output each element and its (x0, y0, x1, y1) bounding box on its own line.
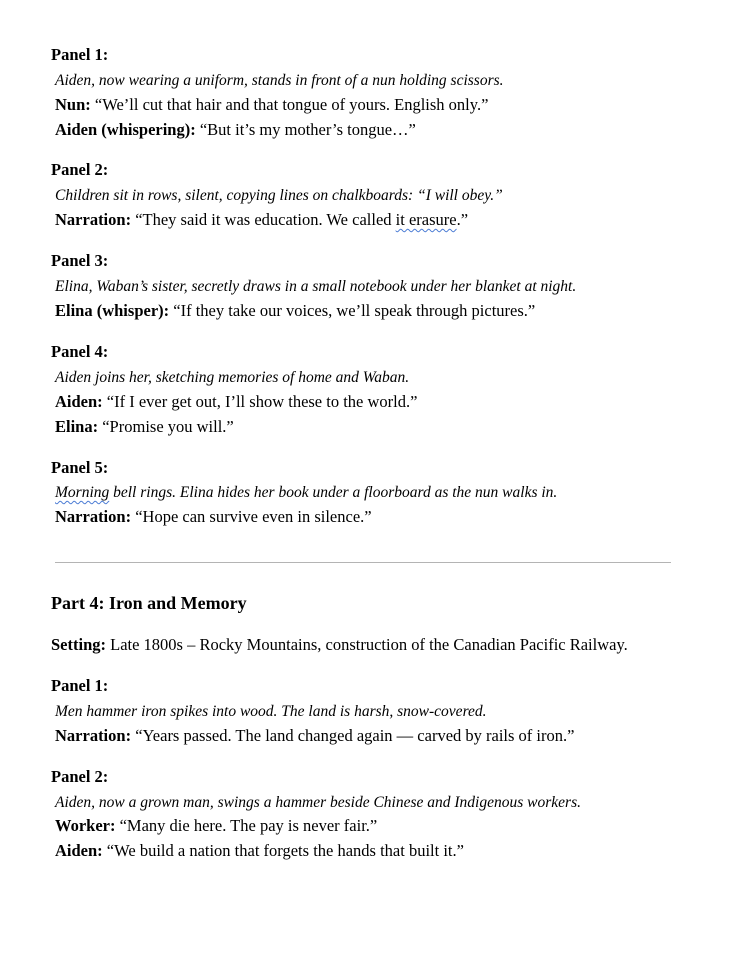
panel-description: Children sit in rows, silent, copying lines on chalkboards: “I will obey.” (55, 187, 503, 204)
speaker-label: Aiden: (55, 392, 103, 411)
dialogue-text: “Hope can survive even in silence.” (131, 507, 372, 526)
panel-heading: Panel 1: (51, 676, 109, 695)
dialogue-line (55, 417, 234, 437)
section-title: Part 4: Iron and Memory (51, 593, 247, 613)
panel-heading: Panel 2: (51, 767, 109, 786)
panel-heading: Panel 4: (51, 342, 109, 361)
horizontal-rule (55, 562, 671, 563)
dialogue-text: “Many die here. The pay is never fair.” (115, 816, 378, 835)
speaker-label: Narration: (55, 210, 132, 229)
panel-description: Aiden joins her, sketching memories of home and Waban. (55, 369, 410, 386)
dialogue-line (55, 95, 488, 115)
dialogue-line (55, 210, 468, 230)
speaker-label: Aiden (whispering): (55, 120, 196, 139)
speaker-label: Elina: (55, 417, 99, 436)
dialogue-line (55, 301, 535, 321)
speaker-label: Elina (whisper): (55, 301, 170, 320)
speaker-label: Narration: (55, 507, 132, 526)
panel-heading: Panel 2: (51, 160, 109, 179)
dialogue-text: “If they take our voices, we’ll speak through pictures.” (169, 301, 536, 320)
dialogue-text: “They said it was education. We called (131, 210, 396, 229)
setting-label: Setting: (51, 635, 106, 654)
panel-description: Aiden, now wearing a uniform, stands in front of a nun holding scissors. (55, 72, 504, 89)
dialogue-text: “If I ever get out, I’ll show these to the world.” (102, 392, 418, 411)
panel-description (55, 483, 557, 503)
panel-description: Aiden, now a grown man, swings a hammer beside Chinese and Indigenous workers. (55, 794, 581, 811)
dialogue-text: “We build a nation that forgets the hands that built it.” (102, 841, 464, 860)
description-text: bell rings. Elina hides her book under a floorboard as the nun walks in. (109, 484, 558, 501)
panel-heading: Panel 5: (51, 458, 109, 477)
speaker-label: Aiden: (55, 841, 103, 860)
dialogue-line (55, 816, 377, 836)
panel-description: Elina, Waban’s sister, secretly draws in a small notebook under her blanket at night. (55, 278, 577, 295)
dialogue-text: “Years passed. The land changed again — carved by rails of iron.” (131, 726, 575, 745)
setting-line (51, 635, 628, 655)
dialogue-line (55, 120, 416, 140)
dialogue-line (55, 726, 574, 746)
dialogue-text: “But it’s my mother’s tongue…” (195, 120, 416, 139)
panel-heading: Panel 1: (51, 45, 109, 64)
panel-description: Men hammer iron spikes into wood. The land is harsh, snow-covered. (55, 703, 487, 720)
setting-text: Late 1800s – Rocky Mountains, construction of the Canadian Pacific Railway. (106, 635, 628, 654)
dialogue-text: “Promise you will.” (98, 417, 234, 436)
dialogue-text: .” (456, 210, 469, 229)
speaker-label: Narration: (55, 726, 132, 745)
dialogue-line (55, 841, 464, 861)
panel-heading: Panel 3: (51, 251, 109, 270)
speaker-label: Nun: (55, 95, 91, 114)
dialogue-text: “We’ll cut that hair and that tongue of yours. English only.” (90, 95, 489, 114)
dialogue-line (55, 507, 372, 527)
speaker-label: Worker: (55, 816, 116, 835)
dialogue-line (55, 392, 417, 412)
spellcheck-flagged-text[interactable]: Morning (55, 484, 110, 501)
spellcheck-flagged-text[interactable]: it erasure (395, 210, 457, 229)
